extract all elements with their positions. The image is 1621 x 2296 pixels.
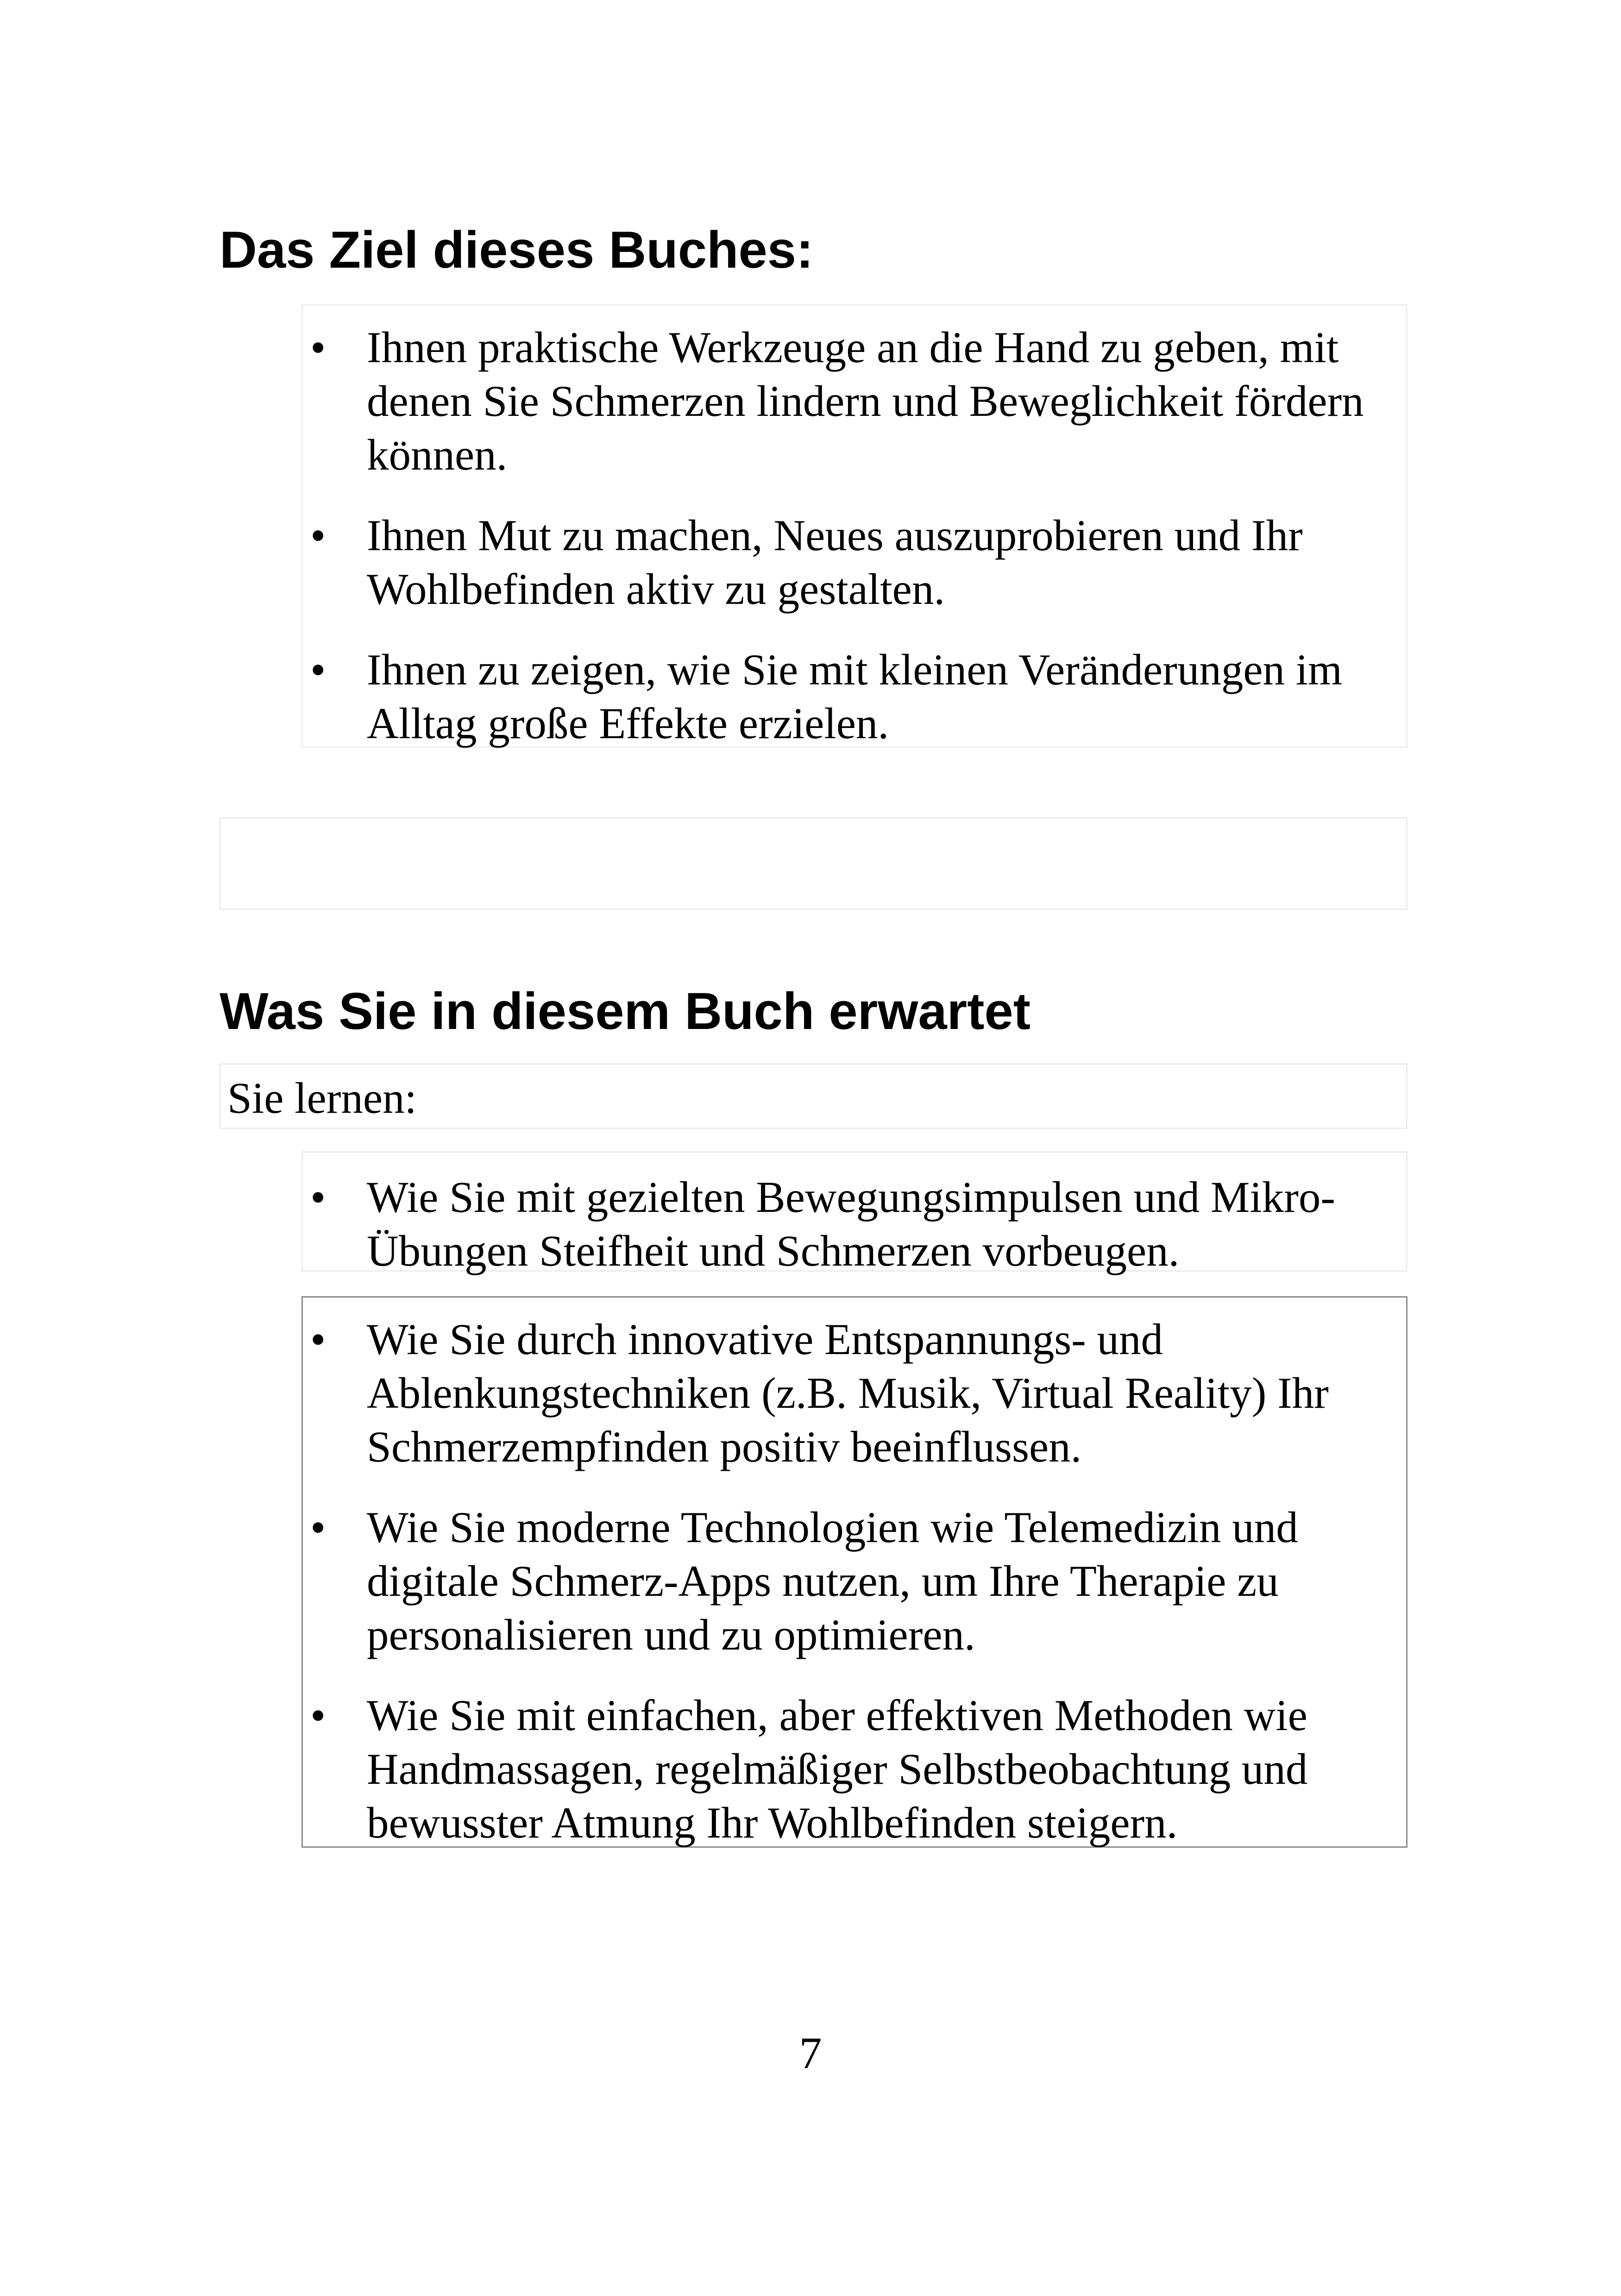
list-item-text: Wie Sie mit gezielten Bewegungsimpulsen und Mikro-Übungen Steifheit und Schmerzen vorbeugen. <box>367 1173 1336 1275</box>
bullet-icon: • <box>310 1315 326 1364</box>
list-item <box>308 320 1400 482</box>
list-item-text: Ihnen Mut zu machen, Neues auszuprobieren und Ihr Wohlbefinden aktiv zu gestalten. <box>367 511 1303 614</box>
learn-list-frame-first <box>302 1151 1407 1275</box>
goal-list-frame <box>302 304 1407 748</box>
list-item <box>308 1688 1400 1850</box>
list-item-text: Ihnen zu zeigen, wie Sie mit kleinen Veränderungen im Alltag große Effekte erzielen. <box>367 645 1343 748</box>
section-heading-expect: Was Sie in diesem Buch erwartet <box>220 982 1031 1040</box>
empty-text-frame <box>220 817 1407 910</box>
page-number: 7 <box>799 2028 822 2078</box>
list-item-text: Wie Sie moderne Technologien wie Telemedizin und digitale Schmerz-Apps nutzen, um Ihre Therapie zu personalisieren und zu optimieren. <box>367 1503 1298 1659</box>
list-item <box>308 643 1400 750</box>
list-item <box>308 1170 1400 1278</box>
bullet-icon: • <box>310 1691 326 1740</box>
learn-list-frame-selected <box>302 1296 1407 1848</box>
learn-list-first <box>308 1170 1400 1278</box>
list-item <box>308 1312 1400 1474</box>
bullet-icon: • <box>310 1503 326 1552</box>
list-item <box>308 508 1400 616</box>
section-heading-goal: Das Ziel dieses Buches: <box>220 221 814 279</box>
bullet-icon: • <box>310 511 326 560</box>
intro-text: Sie lernen: <box>227 1073 417 1123</box>
list-item <box>308 1500 1400 1662</box>
bullet-icon: • <box>310 323 326 372</box>
list-item-text: Wie Sie mit einfachen, aber effektiven Methoden wie Handmassagen, regelmäßiger Selbstbeobachtung und bewusster Atmung Ihr Wohlbefinden steigern. <box>367 1691 1308 1847</box>
bullet-icon: • <box>310 645 326 694</box>
intro-frame <box>220 1063 1407 1129</box>
learn-list-rest <box>308 1312 1400 1850</box>
list-item-text: Ihnen praktische Werkzeuge an die Hand zu geben, mit denen Sie Schmerzen lindern und Beweglichkeit fördern können. <box>367 323 1364 479</box>
list-item-text: Wie Sie durch innovative Entspannungs- und Ablenkungstechniken (z.B. Musik, Virtual Reality) Ihr Schmerzempfinden positiv beeinflussen. <box>367 1315 1329 1471</box>
goal-list <box>308 320 1400 750</box>
bullet-icon: • <box>310 1173 326 1222</box>
